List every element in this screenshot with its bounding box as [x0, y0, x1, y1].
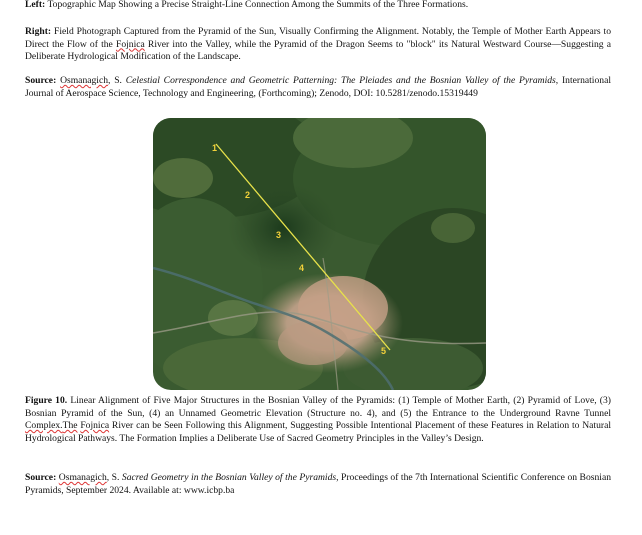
- marker-2: 2: [245, 190, 251, 200]
- caption-label: Figure 10.: [25, 395, 68, 406]
- source-2-author: Osmanagich: [58, 472, 107, 483]
- marker-4: 4: [299, 263, 305, 273]
- source-2-title: Sacred Geometry in the Bosnian Valley of the Pyramids: [121, 472, 337, 483]
- paragraph-left-description: [25, 0, 611, 12]
- caption-text-2: River can be Seen Following this Alignment, Suggesting Possible Intentional Placement of these Features in Relation to Natural Hydrological Pathways. The Formation Implies a Deliberate Use of Sacred Geometry Principles in the Valley’s Design.: [25, 420, 611, 444]
- caption-text-1: Linear Alignment of Five Major Structures in the Bosnian Valley of the Pyramids: (1) Temple of Mother Earth, (2) Pyramid of Love, (3) Bosnian Pyramid of the Sun, (4) an Unnamed Geometric Elevation (Structure no. 4), and (5) the Entrance to the Underground Ravne Tunnel: [25, 395, 611, 419]
- marker-5: 5: [381, 346, 387, 356]
- left-text: Topographic Map Showing a Precise Straight-Line Connection Among the Summits of the Three Formations.: [45, 0, 469, 10]
- source-2-author-rest: , S.: [106, 472, 122, 483]
- source-2-rest: , Proceedings of the 7th International Scientific Conference on Bosnian Pyramids, September 2024. Available at: www.icbp.ba: [25, 472, 611, 496]
- source-1-rest: , International Journal of Aerospace Science, Technology and Engineering, (Forthcoming); Zenodo, DOI: 10.5281/zenodo.15319449: [25, 75, 611, 99]
- source-1-label: Source:: [25, 75, 57, 86]
- source-1-author-rest: , S.: [108, 75, 126, 86]
- marker-3: 3: [276, 230, 282, 240]
- satellite-map-svg: [153, 118, 486, 390]
- left-label: Left:: [25, 0, 46, 10]
- source-1-author: Osmanagich: [60, 75, 109, 86]
- figure-caption: [25, 395, 611, 445]
- river-name: Fojnica: [115, 38, 145, 50]
- source-1-title: Celestial Correspondence and Geometric Patterning: The Pleiades and the Bosnian Valley of the Pyramids: [125, 75, 556, 86]
- right-label: Right:: [25, 26, 52, 37]
- right-text-1: Field Photograph Captured from the Pyramid of the Sun, Visually Confirming the Alignment. Notably, the Temple of Mother Earth Appears to Direct the Flow of the: [25, 26, 611, 50]
- source-citation-1: [25, 75, 611, 100]
- source-2-label: Source:: [25, 472, 57, 483]
- source-citation-2: [25, 472, 611, 497]
- right-text-2: River into the Valley, while the Pyramid of the Dragon Seems to "block" its Natural Westward Course—Suggesting a Deliberate Hydrological Modification of the Landscape.: [25, 38, 612, 63]
- marker-1: 1: [212, 143, 218, 153]
- paragraph-right-description: [25, 26, 611, 64]
- caption-complex: Complex.: [25, 420, 63, 432]
- caption-river-name: Fojnica: [80, 420, 110, 432]
- satellite-map-image: [153, 118, 486, 390]
- caption-the: The: [62, 420, 78, 432]
